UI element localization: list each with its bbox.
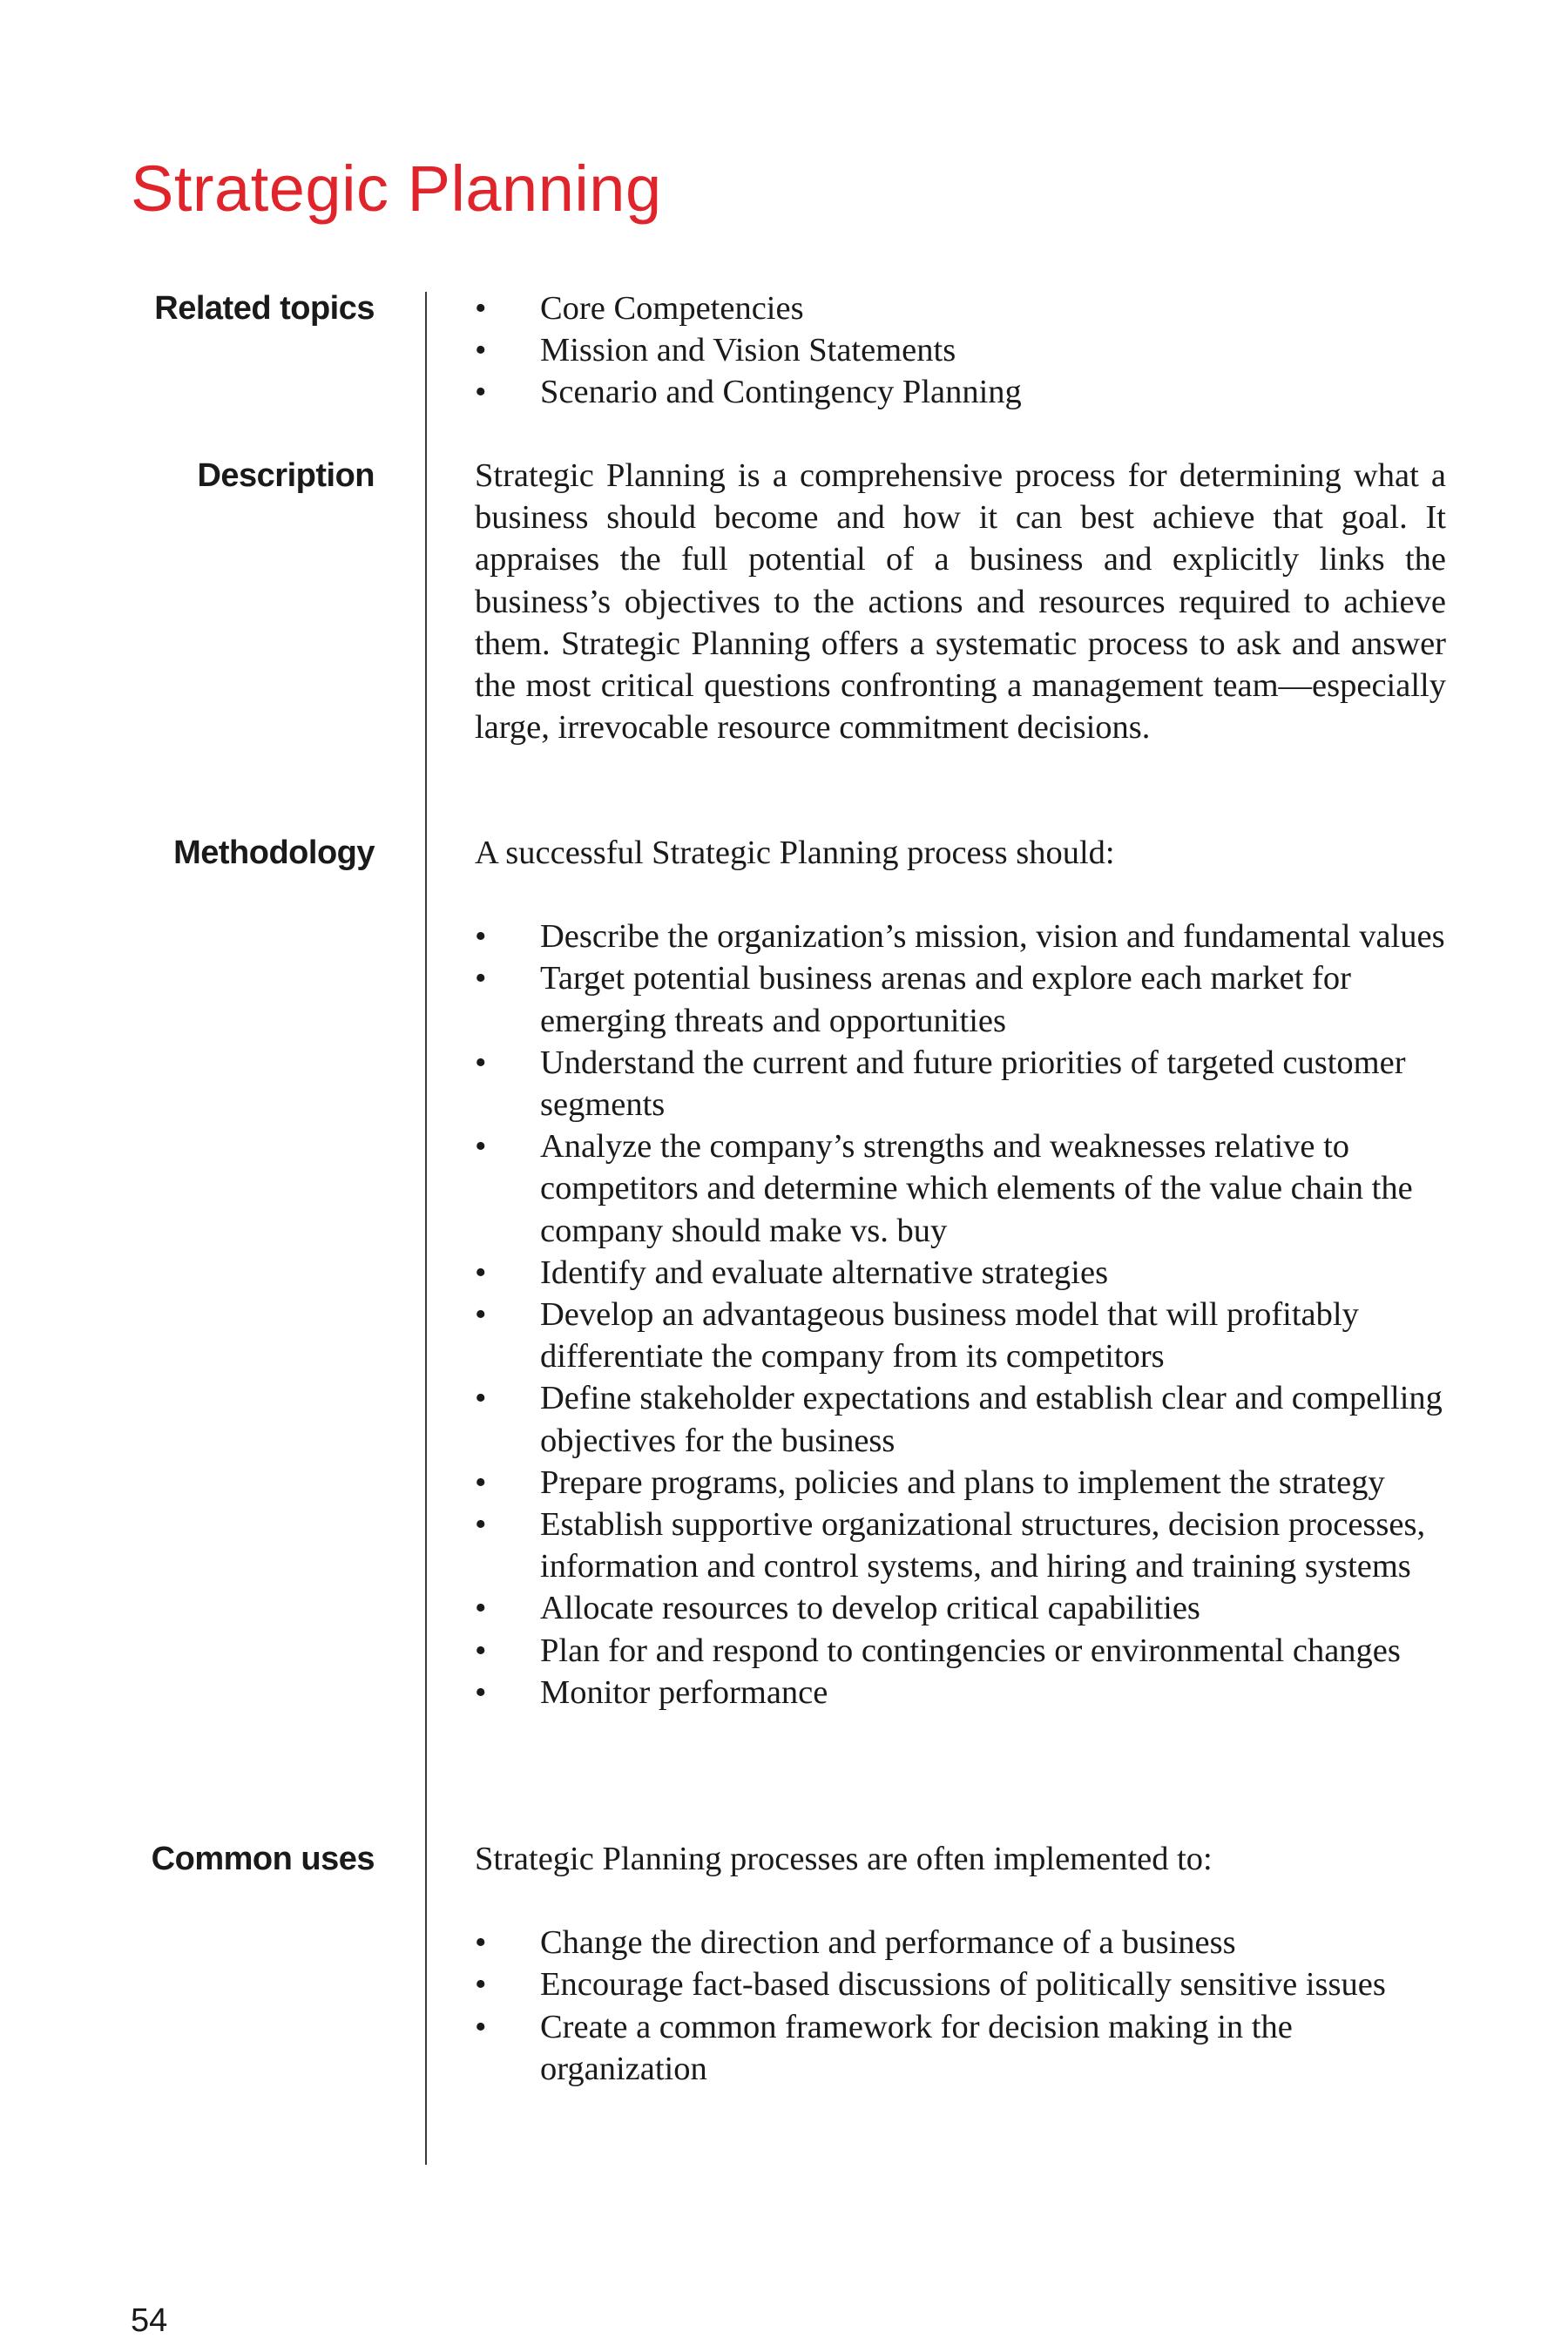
list-item: • Define stakeholder expectations and establish clear and compelling objectives for the business [475, 1377, 1446, 1461]
bullet-icon: • [475, 1254, 487, 1291]
section-label-description: Description [197, 457, 375, 494]
list-item: • Establish supportive organizational structures, decision processes, information and control systems, and hiring and training systems [475, 1504, 1446, 1587]
common-uses-body [475, 1838, 1446, 2090]
list-item: • Mission and Vision Statements [475, 329, 1446, 371]
page-title: Strategic Planning [131, 152, 662, 225]
list-item: • Target potential business arenas and explore each market for emerging threats and opportunities [475, 957, 1446, 1041]
bullet-icon: • [475, 1506, 487, 1544]
bullet-icon: • [475, 1590, 487, 1627]
list-item: • Analyze the company’s strengths and weaknesses relative to competitors and determine which elements of the value chain the company should make vs. buy [475, 1125, 1446, 1252]
bullet-icon: • [475, 1128, 487, 1166]
description-text: Strategic Planning is a comprehensive process for determining what a business should become and how it can best achieve that goal. It appraises the full potential of a business and explicitly links the business’s objectives to the actions and resources required to achieve them. Strategic Planning offers a systematic process to ask and answer the most critical questions confronting a management team—especially large, irrevocable resource commitment decisions. [475, 457, 1446, 747]
methodology-body [475, 832, 1446, 1713]
common-uses-list [475, 1922, 1446, 2090]
bullet-icon: • [475, 1296, 487, 1334]
list-item: • Encourage fact-based discussions of politically sensitive issues [475, 1963, 1446, 2005]
list-item: • Monitor performance [475, 1672, 1446, 1713]
list-item: • Describe the organization’s mission, vision and fundamental values [475, 916, 1446, 957]
list-item: • Allocate resources to develop critical capabilities [475, 1587, 1446, 1629]
bullet-icon: • [475, 2008, 487, 2045]
common-uses-intro: Strategic Planning processes are often implemented to: [475, 1841, 1213, 1877]
bullet-icon: • [475, 1966, 487, 2004]
bullet-icon: • [475, 374, 487, 411]
description-body [475, 455, 1446, 748]
bullet-icon: • [475, 1673, 487, 1711]
page-number: 54 [131, 2302, 168, 2339]
related-topics-list [475, 287, 1446, 414]
bullet-icon: • [475, 1044, 487, 1081]
list-item: • Prepare programs, policies and plans to implement the strategy [475, 1462, 1446, 1504]
bullet-icon: • [475, 332, 487, 369]
bullet-icon: • [475, 1924, 487, 1962]
bullet-icon: • [475, 1632, 487, 1669]
related-topics-body [475, 287, 1446, 414]
list-item: • Scenario and Contingency Planning [475, 371, 1446, 413]
list-item: • Understand the current and future priorities of targeted customer segments [475, 1042, 1446, 1125]
list-item: • Change the direction and performance of a business [475, 1922, 1446, 1963]
bullet-icon: • [475, 290, 487, 327]
bullet-icon: • [475, 960, 487, 997]
list-item: • Core Competencies [475, 287, 1446, 329]
list-item: • Develop an advantageous business model that will profitably differentiate the company from its competitors [475, 1294, 1446, 1377]
section-label-related-topics: Related topics [154, 290, 375, 327]
bullet-icon: • [475, 1463, 487, 1501]
list-item: • Identify and evaluate alternative strategies [475, 1252, 1446, 1294]
bullet-icon: • [475, 1380, 487, 1417]
section-label-methodology: Methodology [173, 835, 375, 871]
bullet-icon: • [475, 918, 487, 956]
methodology-intro: A successful Strategic Planning process should: [475, 835, 1115, 871]
section-label-common-uses: Common uses [151, 1841, 375, 1877]
list-item: • Plan for and respond to contingencies or environmental changes [475, 1630, 1446, 1672]
list-item: • Create a common framework for decision making in the organization [475, 2006, 1446, 2090]
column-divider [425, 292, 427, 2165]
methodology-list [475, 916, 1446, 1713]
